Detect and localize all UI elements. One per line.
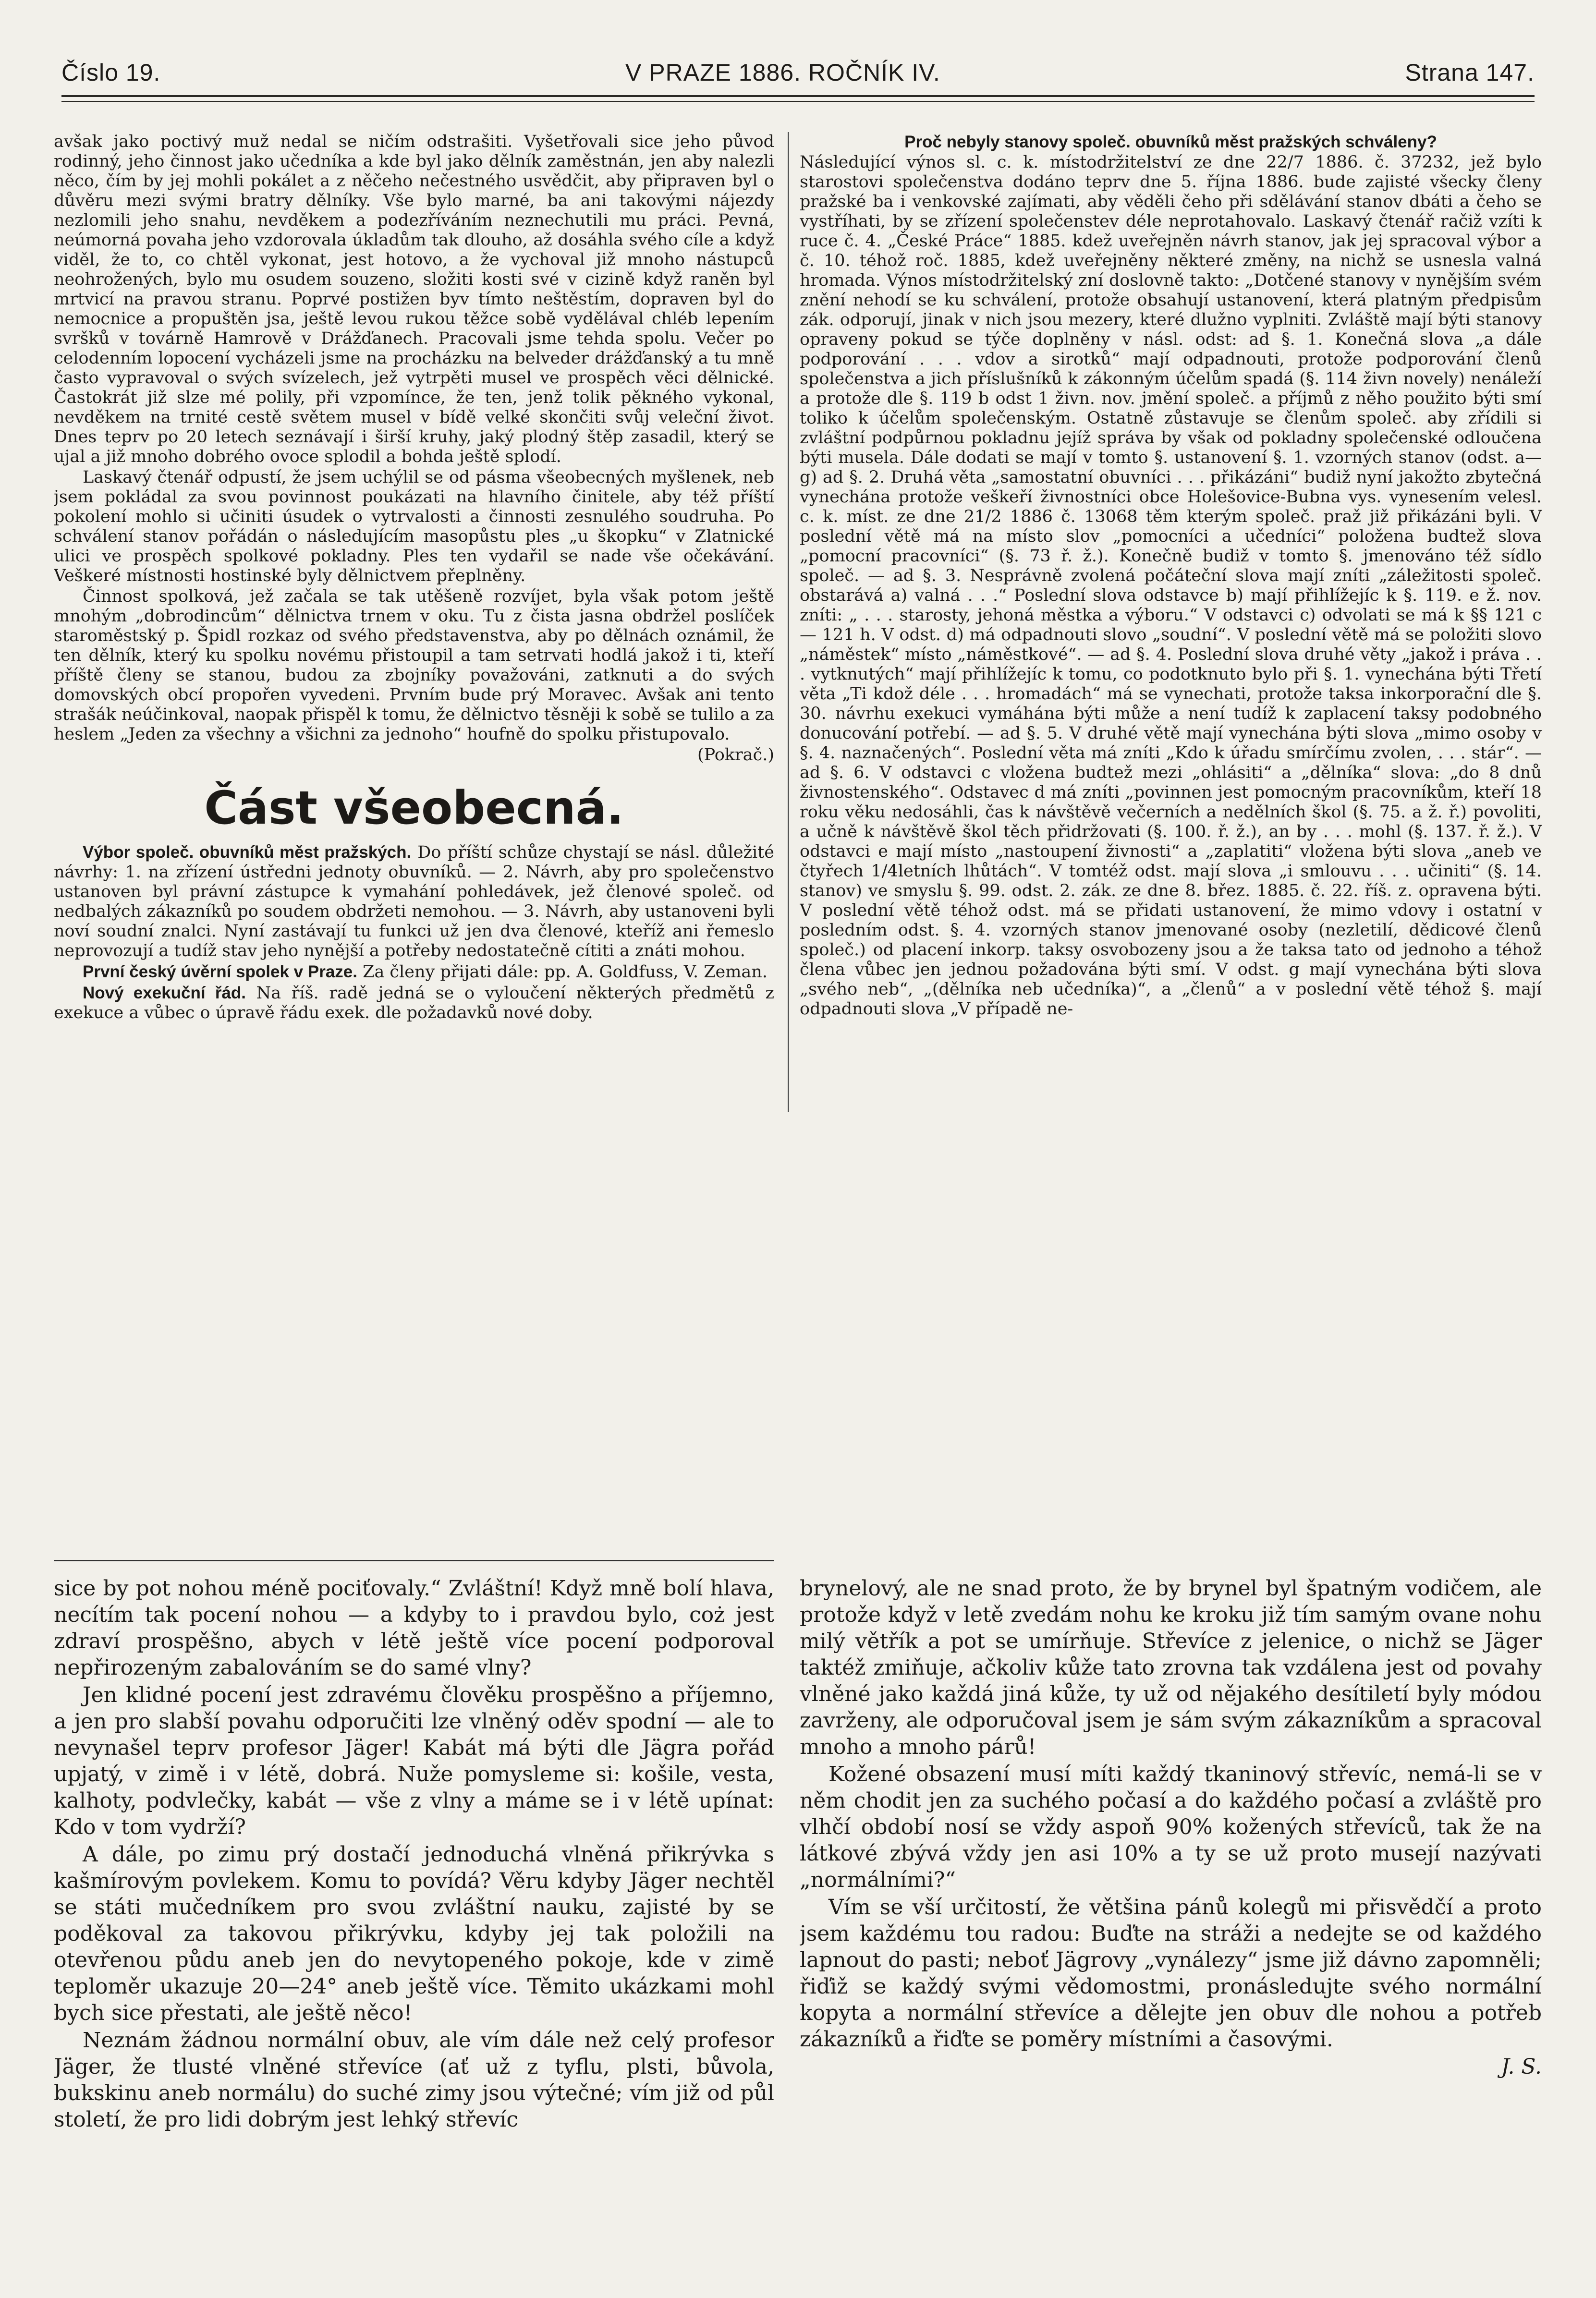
paragraph: Vím se vší určitostí, že většina pánů kolegů mi přisvědčí a proto jsem každému tou radou: Buďte na stráži a nedejte se od každého lapnout do pasti; neboť Jägrovy „vynálezy“ jsme již dávno zapomněli; řiďiž se každý svými vědomostmi, pronásledujte svého normální kopyta a normální střevíce a dělejte jen obuv dle nohou a potřeb zákazníků a řiďte se poměry místními a časovými. [800, 1895, 1542, 2052]
article-title: Proč nebyly stanovy společ. obuvníků měst pražských schváleny? [904, 133, 1437, 151]
paragraph: Laskavý čtenář odpustí, že jsem uchýlil se od pásma všeobecných myšlenek, neb jsem pokládal za svou povinnost poukázati na hlavního činitele, aby též příští pokolení mohlo si učiniti úsudek o vytrvalosti a činnosti zesnulého soudruha. Po schválení stanov pořádán o následujícím masopůstu ples „u škopku“ v Zlatnické ulici ve prospěch spolkové pokladny. Ples ten vydařil se nade vše očekávání. Veškeré místnosti hostinské byly dělnictvem přeplněny. [54, 468, 774, 585]
paragraph: A dále, po zimu prý dostačí jednoduchá vlněná přikrývka s kašmírovým povlekem. Komu to povídá? Věru kdyby Jäger nechtěl se státi mučedníkem pro svou zvláštní nauku, zajisté by se poděkoval za takovou přikrývku, kdyby jej tak položili na otevřenou půdu aneb jen do nevytopeného pokoje, kde v zimě teploměr ukazuje 20—24° aneb ještě více. Těmito ukázkami mohl bych sice přestati, ale ještě něco! [54, 1842, 774, 2025]
news-item-text: Za členy přijati dále: pp. A. Goldfuss, V. Zeman. [363, 962, 768, 982]
paragraph: avšak jako poctivý muž nedal se ničím odstrašiti. Vyšetřovali sice jeho původ rodinný, jeho činnost jako učedníka a kde byl jako dělník zaměstnán, jen aby nalezli něco, čím by jej mohli pokálet a z něčeho nečestného usvědčit, aby připraven byl o důvěru mezi svými bratry dělníky. Vše bylo marné, ba ani takovými nájezdy nezlomili jeho snahu, nevděkem a podezříváním neznechutili mu práci. Pevná, neúmorná povaha jeho vzdorovala úkladům tak dlouho, až dosáhla svého cíle a když viděl, že to, co chtěl vykonat, jest hotovo, a že vychoval již mnoho nástupců neohrožených, bylo mu osudem souzeno, složiti kosti své v cizině když raněn byl mrtvicí na pravou stranu. Poprvé postižen byv tímto neštěstím, dopraven byl do nemocnice a propuštěn jsa, ještě levou rukou těžce sobě vydělával chléb lepením svršků v továrně Hamrově v Drážďanech. Pracovali jsme tehda spolu. Večer po celodenním lopocení vycházeli jsme na procházku na belveder drážďanský a tu mně často vypravoval o svých svízelech, jež vytrpěti musel ve prospěch věci dělnické. Častokrát již slze mé polily, při vzpomínce, že ten, jenž tolik pěkného vykonal, nevděkem na trnité cestě světem musel v bídě velké skončiti svůj veleční život. Dnes teprv po 20 letech seznávají i širší kruhy, jaký plodný štěp zasadil, který se ujal a již mnoho dobrého ovoce splodil a bohda ještě splodí. [54, 132, 774, 466]
news-item-text: Do příští schůze chystají se násl. důležité návrhy: 1. na zřízení ústředni jednoty obuvníků. — 2. Návrh, aby pro společenstvo ustanoven byl právní zástupce k vymahání pohledávek, jež členové společ. od nedbalých zákazníků po soudem obdržeti nemohou. — 3. Návrh, aby ustanoveni byli noví soudní znalci. Nyní zastávají tu funkci už jen dva členové, kteříž ani řemeslo neprovozují a tudíž stav jeho nynější a potřeby nedostatečně cítiti a znáti mohou. [54, 843, 774, 961]
page-number: Strana 147. [1405, 59, 1535, 86]
header-rule-thin [61, 101, 1535, 102]
column-divider [788, 132, 789, 1112]
section-heading: Část všeobecná. [204, 782, 624, 835]
left-column-bottom [54, 1575, 774, 2248]
right-column-bottom [800, 1575, 1542, 2248]
header-rule [61, 95, 1535, 97]
issue-number: Číslo 19. [61, 59, 161, 86]
paragraph: Činnost spolková, jež začala se tak utěšeně rozvíjet, byla však potom ještě mnohým „dobrodincům“ dělnictva trnem v oku. Tu z čista jasna obdržel poslíček staroměstský p. Špidl rozkaz od svého představenstva, aby po dělnách oznámil, že ten dělník, který ku spolku novému přistoupil a tam setrvati hodlá jakož i ti, kteří příště členy se stanou, budou za zbojníky považováni, zatknuti a do svých domovských obcí propořen vyvedeni. Prvním bude prý Moravec. Avšak ani tento strašák neúčinkoval, naopak přispěl k tomu, že dělnictvo těsněji k sobě se tulilo a za heslem „Jeden za všechny a všichni za jednoho“ houfně do spolku přistupovalo. [54, 587, 774, 744]
paragraph: Neznám žádnou normální obuv, ale vím dále než celý profesor Jäger, že tlusté vlněné střevíce (ať už z tyflu, plsti, bůvola, bukskinu aneb normálu) do suché zimy jsou výtečné; vím již od půl století, že pro lidi dobrým jest lehký střevíc [54, 2028, 774, 2132]
news-item-text: Na říš. radě jedná se o vyloučení některých předmětů z exekuce a vůbec o úpravě řádu exek. dle požadavků nové doby. [54, 984, 774, 1022]
page-header [61, 46, 1535, 99]
continued-note: (Pokrač.) [697, 745, 774, 765]
feuilleton-rule [54, 1560, 774, 1561]
news-item-title: Nový exekuční řád. [83, 984, 246, 1002]
paragraph: Jen klidné pocení jest zdravému člověku prospěšno a příjemno, a jen pro slabší povahu odporučiti lze vlněný oděv spodní — ale to nevynašel teprv profesor Jäger! Kabát má býti dle Jägra pořád upjatý, v zimě i v létě, dobrá. Nuže pomysleme si: košile, vesta, kalhoty, podvlečky, kabát — vše z vlny a máme se i v létě upínat: Kdo v tom vydrží? [54, 1683, 774, 1839]
news-item-title: První český úvěrní spolek v Praze. [83, 962, 357, 981]
news-item-title: Výbor společ. obuvníků měst pražských. [83, 843, 412, 862]
left-column-top [54, 132, 774, 1150]
signature: J. S. [1501, 2055, 1542, 2079]
place-year-volume: V PRAZE 1886. ROČNÍK IV. [625, 59, 940, 86]
paragraph: Následující výnos sl. c. k. místodržitelství ze dne 22/7 1886. č. 37232, jež bylo starostovi společenstva dodáno teprv dne 5. října 1886. bude zajisté všecky členy pražské ba i venkovské zajímati, aby věděli čeho při sdělávání stanov dbáti a čeho se vystříhati, by se zřízení společenstev déle neprotahovalo. Laskavý čtenář račiž vzíti k ruce č. 4. „České Práce“ 1885. kdež uveřejněn návrh stanov, jak jej spracoval výbor a č. 10. téhož roč. 1885, kdež uveřejněny některé změny, na nichž se usnesla valná hromada. Výnos místodržitelský zní doslovně takto: „Dotčené stanovy v nynějším svém znění nehodí se ku schválení, protože obsahují ustanovení, která platným předpisům zák. odporují, jinak v nich jsou mezery, které dlužno vyplniti. Zvláště mají býti stanovy opraveny pokud se týče doplněny v násl. odst: ad §. 1. Konečná slova „a dále podporování . . . vdov a sirotků“ mají odpadnouti, protože podporování členů společenstva a jich příslušníků k zákonným účelům spadá (§. 114 živn novely) nenáleží a protože dle §. 119 b odst 1 živn. nov. jmění společ. a příjmů z něho použito býti smí toliko k účelům společenským. Ostatně zůstavuje se členům společ. aby zřídili si zvláštní podpůrnou pokladnu jejíž správa by však od pokladny společenské odloučena býti musela. Dále dodati se mají v tomto §. ustanovení §. 1. vzorných stanov (odst. a—g) ad §. 2. Druhá věta „samostatní obuvníci . . . přikázáni“ budiž nyní jakožto zbytečná vynechána protože veškeří živnostníci obce Holešovice-Bubna vys. vynesením velesl. c. k. míst. ze dne 21/2 1886 č. 13068 těm kterým společ. praž již přikázáni byli. V poslední větě má na místo slov „pomocníci a učedníci“ položena budtež slova „pomocní pracovníci“ (§. 73 ř. ž.). Konečně budiž v tomto §. jmenováno též sídlo společ. — ad §. 3. Nesprávně zvolená počáteční slova mají zníti „záležitosti společ. obstarává a) valná . . .“ Poslední slova odstavce b) mají přihlížejíc k §. 119. e ž. nov. zníti: „ . . . starosty, jehoná městka a výboru.“ V odstavci c) odvolati se má k §§ 121 c — 121 h. V odst. d) má odpadnouti slovo „soudní“. V poslední větě má se položiti slovo „náměstek“ místo „náměstkové“. — ad §. 4. Poslední slova druhé věty „jakož i práva . . . vytknutých“ mají přihlížejíc k tomu, co podotknuto bylo při §. 1. vynechána býti Třetí věta „Ti kdož déle . . . hromadách“ má se vynechati, protože taksa inkorporační dle §. 30. návrhu exekuci vymáhána býti může a není tudíž k zaplacení taksy podobného donucování potřebí. — ad §. 5. V druhé větě mají vynechána býti slova „mimo osoby v §. 4. naznačených“. Poslední věta má zníti „Kdo k úřadu smírčímu zvolen, . . . stár“. — ad §. 6. V odstavci c vložena budtež mezi „ohlásiti“ a „dělníka“ slova: „do 8 dnů živnostenského“. Odstavec d má zníti „povinnen jest pomocným pracovníkům, kteří 18 roku věku nedosáhli, čas k návštěvě večerních a nedělních škol (§. 75. a ž. ř.) povoliti, a učně k návštěvě škol těch přidržovati (§. 100. ř. ž.), an by . . . mohl (§. 137. ř. ž.). V odstavci e mají místo „nastoupení živnosti“ a „zaplatiti“ vložena býti slova „aneb ve čtyřech 1/4letních lhůtách“. V tomtéž odst. mají slova „i smlouvu . . . učiniti“ (§. 14. stanov) ve smyslu §. 99. odst. 2. zák. ze dne 8. břez. 1885. č. 22. říš. z. opravena býti. V poslední větě téhož odst. má se přidati ustanovení, že mimo vdovy i ostatní v posledním odst. §. 4. vzorných stanov jmenované osoby (nezletilí, dědicové členů společ.) od placení inkorp. taksy osvobozeny jsou a že taksa tato od jednoho a téhož člena vůbec jen jednou požadována býti smí. V odst. g mají vynechána býti slova „svého neb“, „(dělníka neb učedníka)“, a „členů“ a v poslední větě téhož §. mají odpadnouti slova „V případě ne- [800, 153, 1542, 1019]
paragraph: sice by pot nohou méně pociťovaly.“ Zvláštní! Když mně bolí hlava, necítím tak pocení nohou — a kdyby to i pravdou bylo, coż jest zdraví prospěšno, abych v létě ještě více pocení podporoval nepřirozeným zabalováním se do samé vlny? [54, 1576, 774, 1680]
right-column-top [800, 132, 1542, 1534]
paragraph: Kožené obsazení musí míti každý tkaninový střevíc, nemá-li se v něm chodit jen za suchého počasí a do každého počasí a zvláště pro vlhčí období nosí se vždy aspoň 90% kožených střevíců, tak že na látkové zbývá vždy jen asi 10% a ty se už proto musejí nazývati „normálními?“ [800, 1762, 1542, 1892]
paragraph: brynelový, ale ne snad proto, že by brynel byl špatným vodičem, ale protože když v letě zvedám nohu ke kroku již tím samým ovane nohu milý větřík a pot se umírňuje. Střevíce z jelenice, o nichž se Jäger taktéž zmiňuje, ačkoliv kůže tato zrovna tak vzdálena jest od povahy vlněné jako každá jiná kůže, ty už od nějakého desítiletí byly módou zavrženy, ale odporučoval jsem je sám svým zákazníkům a spracoval mnoho a mnoho párů! [800, 1576, 1542, 1759]
